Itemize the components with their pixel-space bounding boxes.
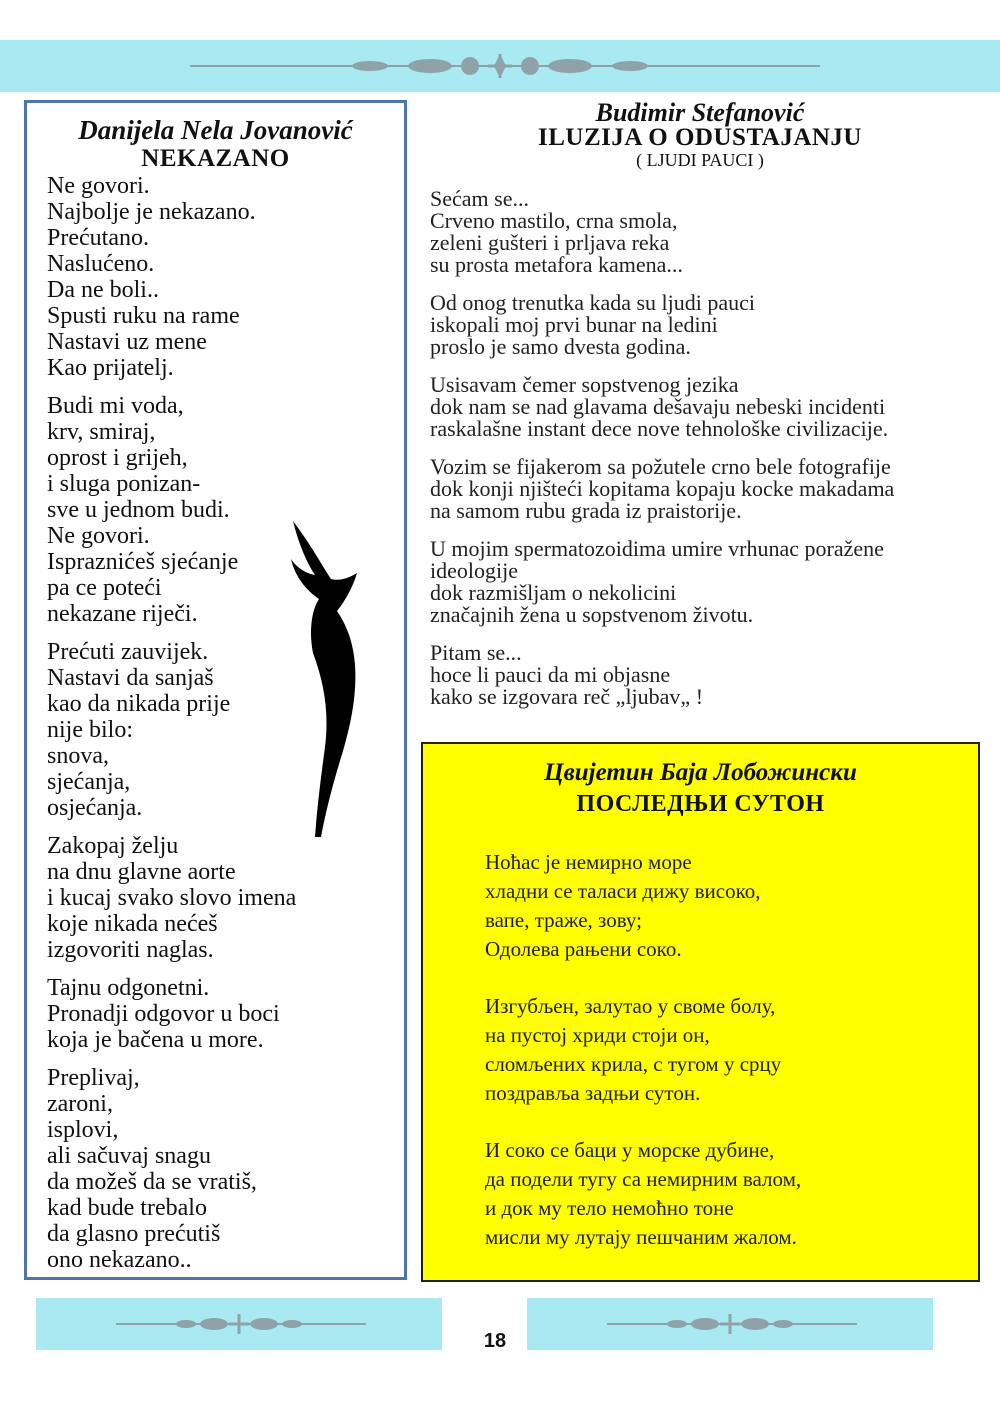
ornament-divider-icon	[36, 1298, 442, 1350]
poem-line: Kao prijatelj.	[47, 355, 174, 381]
poem-line: isplovi,	[47, 1117, 119, 1143]
poem-line: Spusti ruku na rame	[47, 303, 240, 329]
poem-line: hoce li pauci da mi objasne	[430, 662, 671, 687]
poem-line: U mojim spermatozoidima umire vrhunac poražene	[430, 536, 884, 561]
right-stanza	[430, 642, 980, 708]
poem-line: Ispraznićeš sjećanje	[47, 549, 239, 575]
poem-line: oprost i grijeh,	[47, 445, 188, 471]
poem-line: Pronadji odgovor u boci	[47, 1001, 280, 1027]
poem-line: proslo je samo dvesta godina.	[430, 334, 691, 359]
yellow-stanza	[485, 992, 978, 1108]
poem-line: Nastavi uz mene	[47, 329, 207, 355]
yellow-poem-box	[421, 742, 980, 1282]
right-stanza	[430, 374, 980, 440]
poem-line: хладни се таласи дижу високо,	[485, 879, 761, 903]
right-poem-author: Budimir Stefanović	[595, 98, 805, 127]
right-stanza	[430, 188, 980, 276]
poem-line: i kucaj svako slovo imena	[47, 885, 297, 911]
bird-silhouette-icon	[285, 515, 365, 845]
page-number: 18	[483, 1330, 507, 1352]
poem-line: поздравља задњи сутон.	[485, 1081, 701, 1105]
poem-line: ali sačuvaj snagu	[47, 1143, 211, 1169]
poem-line: Tajnu odgonetni.	[47, 975, 210, 1001]
right-poem	[420, 100, 980, 724]
poem-line: pa ce poteći	[47, 575, 162, 601]
poem-line: nije bilo:	[47, 717, 133, 743]
top-decorative-band	[0, 40, 1000, 92]
poem-line: и док му тело немоћно тоне	[485, 1196, 734, 1220]
right-stanza	[430, 456, 980, 522]
poem-line: koja je bačena u more.	[47, 1027, 264, 1053]
bottom-decorative-band-left	[36, 1298, 442, 1350]
right-stanza	[430, 292, 980, 358]
poem-line: мисли му лутају пешчаним жалом.	[485, 1225, 797, 1249]
yellow-poem-author: Цвијетин Баја Лобожински	[544, 759, 857, 786]
poem-line: kao da nikada prije	[47, 691, 231, 717]
poem-line: da možeš da se vratiš,	[47, 1169, 257, 1195]
poem-line: iskopali moj prvi bunar na ledini	[430, 312, 718, 337]
left-poem-title: NEKAZANO	[141, 145, 290, 172]
poem-line: Prećutano.	[47, 225, 149, 251]
poem-line: krv, smiraj,	[47, 419, 156, 445]
poem-line: dok konji njišteći kopitama kopaju kocke makadama	[430, 476, 895, 501]
poem-line: Sećam se...	[430, 186, 529, 211]
poem-line: Usisavam čemer sopstvenog jezika	[430, 372, 739, 397]
poem-line: da glasno prećutiš	[47, 1221, 221, 1247]
yellow-poem-title: ПОСЛЕДЊИ СУТОН	[576, 791, 825, 817]
poem-line: i sluga ponizan-	[47, 471, 201, 497]
poem-line: koje nikada nećeš	[47, 911, 218, 937]
left-poem-author: Danijela Nela Jovanović	[78, 115, 353, 145]
poem-line: snova,	[47, 743, 109, 769]
poem-line: Crveno mastilo, crna smola,	[430, 208, 678, 233]
poem-line: sve u jednom budi.	[47, 497, 230, 523]
poem-line: nekazane riječi.	[47, 601, 198, 627]
right-poem-subtitle: ( LJUDI PAUCI )	[636, 150, 764, 170]
poem-line: raskalašne instant dece nove tehnološke civilizacije.	[430, 416, 889, 441]
poem-line: Od onog trenutka kada su ljudi pauci	[430, 290, 756, 315]
poem-line: izgovoriti naglas.	[47, 937, 214, 963]
yellow-stanza	[485, 848, 978, 964]
ornament-divider-icon	[0, 40, 1000, 92]
poem-line: dok nam se nad glavama dešavaju nebeski incidenti	[430, 394, 886, 419]
poem-line: kako se izgovara reč „ljubav„ !	[430, 684, 704, 709]
bottom-decorative-band-right	[527, 1298, 933, 1350]
left-stanza	[47, 833, 404, 963]
right-stanza	[430, 538, 980, 626]
poem-line: ideologije	[430, 558, 518, 583]
poem-line: Vozim se fijakerom sa požutele crno bele fotografije	[430, 454, 891, 479]
poem-line: на пустој хриди стоји он,	[485, 1023, 710, 1047]
poem-line: да подели тугу са немирним валом,	[485, 1167, 802, 1191]
poem-line: Nastavi da sanjaš	[47, 665, 214, 691]
poem-line: ono nekazano..	[47, 1247, 192, 1273]
poem-line: Ne govori.	[47, 523, 150, 549]
left-stanza	[47, 975, 404, 1053]
poem-line: вапе, траже, зову;	[485, 908, 642, 932]
poem-line: Ne govori.	[47, 173, 150, 199]
poem-line: su prosta metafora kamena...	[430, 252, 683, 277]
poem-line: И соко се баци у морске дубине,	[485, 1138, 775, 1162]
yellow-stanza	[485, 1136, 978, 1252]
poem-line: dok razmišljam o nekolicini	[430, 580, 677, 605]
poem-line: Preplivaj,	[47, 1065, 140, 1091]
right-poem-title: ILUZIJA O ODUSTAJANJU	[538, 124, 862, 151]
poem-line: Prećuti zauvijek.	[47, 639, 209, 665]
poem-line: Budi mi voda,	[47, 393, 184, 419]
left-stanza	[47, 1065, 404, 1273]
poem-line: značajnih žena u sopstvenom životu.	[430, 602, 754, 627]
poem-line: Одолева рањени соко.	[485, 937, 682, 961]
poem-line: sjećanja,	[47, 769, 131, 795]
ornament-divider-icon	[527, 1298, 933, 1350]
poem-line: osjećanja.	[47, 795, 143, 821]
poem-line: zaroni,	[47, 1091, 113, 1117]
poem-line: Изгубљен, залутао у своме болу,	[485, 994, 776, 1018]
poem-line: Naslućeno.	[47, 251, 155, 277]
poem-line: zeleni gušteri i prljava reka	[430, 230, 670, 255]
poem-line: сломљених крила, с тугом у срцу	[485, 1052, 782, 1076]
poem-line: Da ne boli..	[47, 277, 159, 303]
left-stanza	[47, 173, 404, 381]
poem-line: na samom rubu grada iz praistorije.	[430, 498, 742, 523]
poem-line: kad bude trebalo	[47, 1195, 207, 1221]
poem-line: Najbolje je nekazano.	[47, 199, 256, 225]
poem-line: Ноћас је немирно море	[485, 850, 692, 874]
poem-line: Zakopaj želju	[47, 833, 179, 859]
poem-line: Pitam se...	[430, 640, 522, 665]
poem-line: na dnu glavne aorte	[47, 859, 236, 885]
